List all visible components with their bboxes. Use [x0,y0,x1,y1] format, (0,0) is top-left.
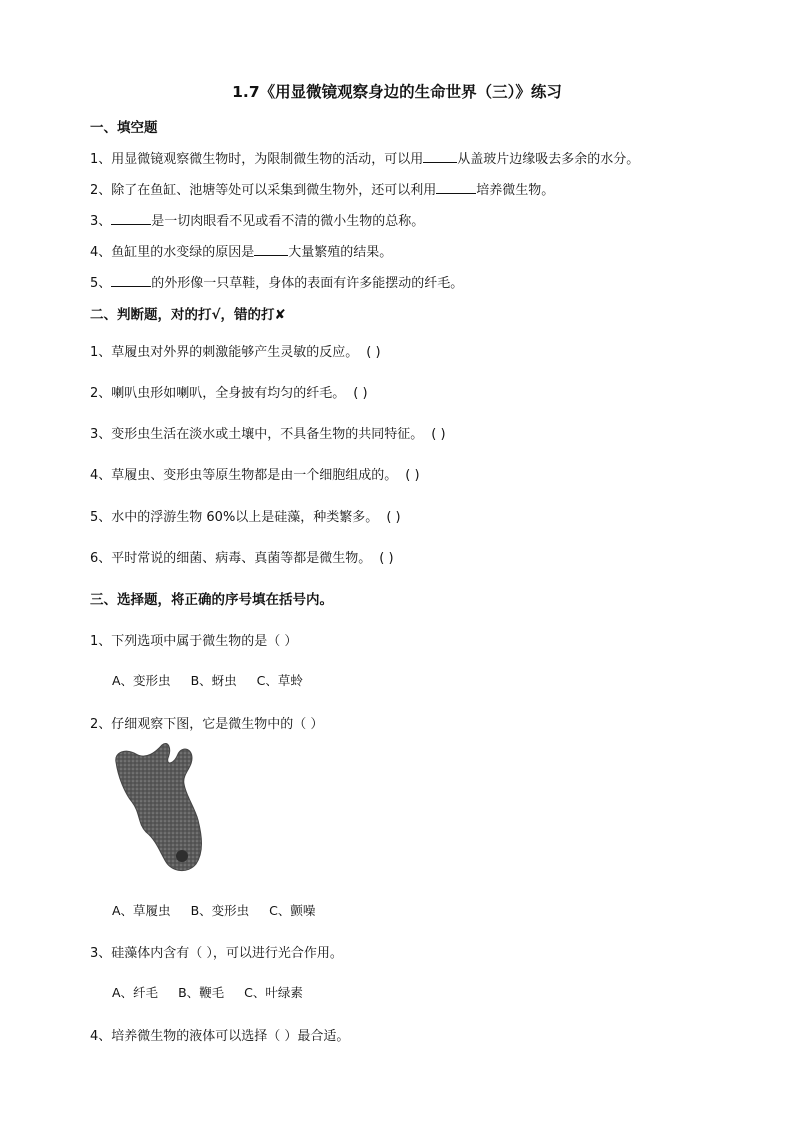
question-text: 草履虫、变形虫等原生物都是由一个细胞组成的。 [111,468,398,483]
judge-question-5 [90,506,401,525]
answer-blank[interactable] [423,150,457,163]
answer-parentheses[interactable]: ( ) [366,345,381,360]
section-heading-fill: 一、填空题 [90,120,158,136]
question-text-after: 培养微生物。 [476,183,555,198]
question-text: 变形虫生活在淡水或土壤中，不具备生物的共同特征。 [111,427,424,442]
question-number: 3、 [90,214,112,229]
question-text-before: 用显微镜观察微生物时，为限制微生物的活动，可以用 [111,152,424,167]
question-text-after: 从盖玻片边缘吸去多余的水分。 [457,152,640,167]
option-a[interactable]: A、纤毛 [112,985,159,1000]
page-title: 1.7《用显微镜观察身边的生命世界（三）》练习 [232,83,562,101]
choice-question-1-options [112,671,303,689]
question-text-after: 的外形像一只草鞋，身体的表面有许多能摆动的纤毛。 [151,276,464,291]
answer-parentheses[interactable]: ( ) [386,510,401,525]
judge-question-6 [90,547,394,566]
question-number: 6、 [90,551,112,566]
question-text-before: 除了在鱼缸、池塘等处可以采集到微生物外，还可以利用 [111,183,437,198]
amoeba-nucleus [176,850,188,862]
question-number: 1、 [90,345,112,360]
judge-question-4 [90,464,420,483]
choice-question-3-options [112,983,303,1001]
option-c[interactable]: C、颤噪 [269,903,316,918]
answer-blank[interactable] [111,212,151,225]
choice-question-2-stem: 2、仔细观察下图，它是微生物中的（ ） [90,717,324,732]
question-number: 1、 [90,152,112,167]
option-a[interactable]: A、变形虫 [112,673,171,688]
question-text-after: 是一切肉眼看不见或看不清的微小生物的总称。 [151,214,425,229]
fill-question-2 [90,179,554,198]
amoeba-image [112,740,212,875]
fill-question-1 [90,148,639,167]
question-number: 3、 [90,427,112,442]
answer-blank[interactable] [254,243,288,256]
answer-parentheses[interactable]: ( ) [353,386,368,401]
question-text: 喇叭虫形如喇叭，全身披有均匀的纤毛。 [111,386,346,401]
option-c[interactable]: C、叶绿素 [244,985,303,1000]
question-number: 5、 [90,510,112,525]
question-number: 2、 [90,183,112,198]
section-heading-choice: 三、选择题，将正确的序号填在括号内。 [90,592,333,608]
judge-question-2 [90,382,368,401]
judge-question-1 [90,341,381,360]
judge-question-3 [90,423,446,442]
question-number: 4、 [90,245,112,260]
answer-blank[interactable] [111,274,151,287]
option-b[interactable]: B、鞭毛 [178,985,225,1000]
question-text: 平时常说的细菌、病毒、真菌等都是微生物。 [111,551,372,566]
question-text-before: 鱼缸里的水变绿的原因是 [111,245,255,260]
fill-question-3 [90,210,424,229]
choice-question-2-options [112,901,315,919]
answer-parentheses[interactable]: ( ) [379,551,394,566]
fill-question-5 [90,272,463,291]
question-number: 5、 [90,276,112,291]
question-text-after: 大量繁殖的结果。 [288,245,393,260]
option-b[interactable]: B、蚜虫 [190,673,237,688]
question-number: 4、 [90,468,112,483]
option-c[interactable]: C、草蛉 [256,673,303,688]
choice-question-1-stem: 1、下列选项中属于微生物的是（ ） [90,634,298,649]
answer-parentheses[interactable]: ( ) [431,427,446,442]
question-number: 2、 [90,386,112,401]
option-b[interactable]: B、变形虫 [190,903,250,918]
section-heading-judge: 二、判断题，对的打√，错的打✘ [90,307,286,323]
amoeba-figure [112,740,212,875]
answer-parentheses[interactable]: ( ) [405,468,420,483]
choice-question-3-stem: 3、硅藻体内含有（ ），可以进行光合作用。 [90,946,343,961]
fill-question-4 [90,241,392,260]
question-text: 水中的浮游生物 60%以上是硅藻，种类繁多。 [111,510,379,525]
question-text: 草履虫对外界的刺激能够产生灵敏的反应。 [111,345,359,360]
option-a[interactable]: A、草履虫 [112,903,171,918]
choice-question-4-stem: 4、培养微生物的液体可以选择（ ）最合适。 [90,1029,350,1044]
answer-blank[interactable] [436,181,476,194]
